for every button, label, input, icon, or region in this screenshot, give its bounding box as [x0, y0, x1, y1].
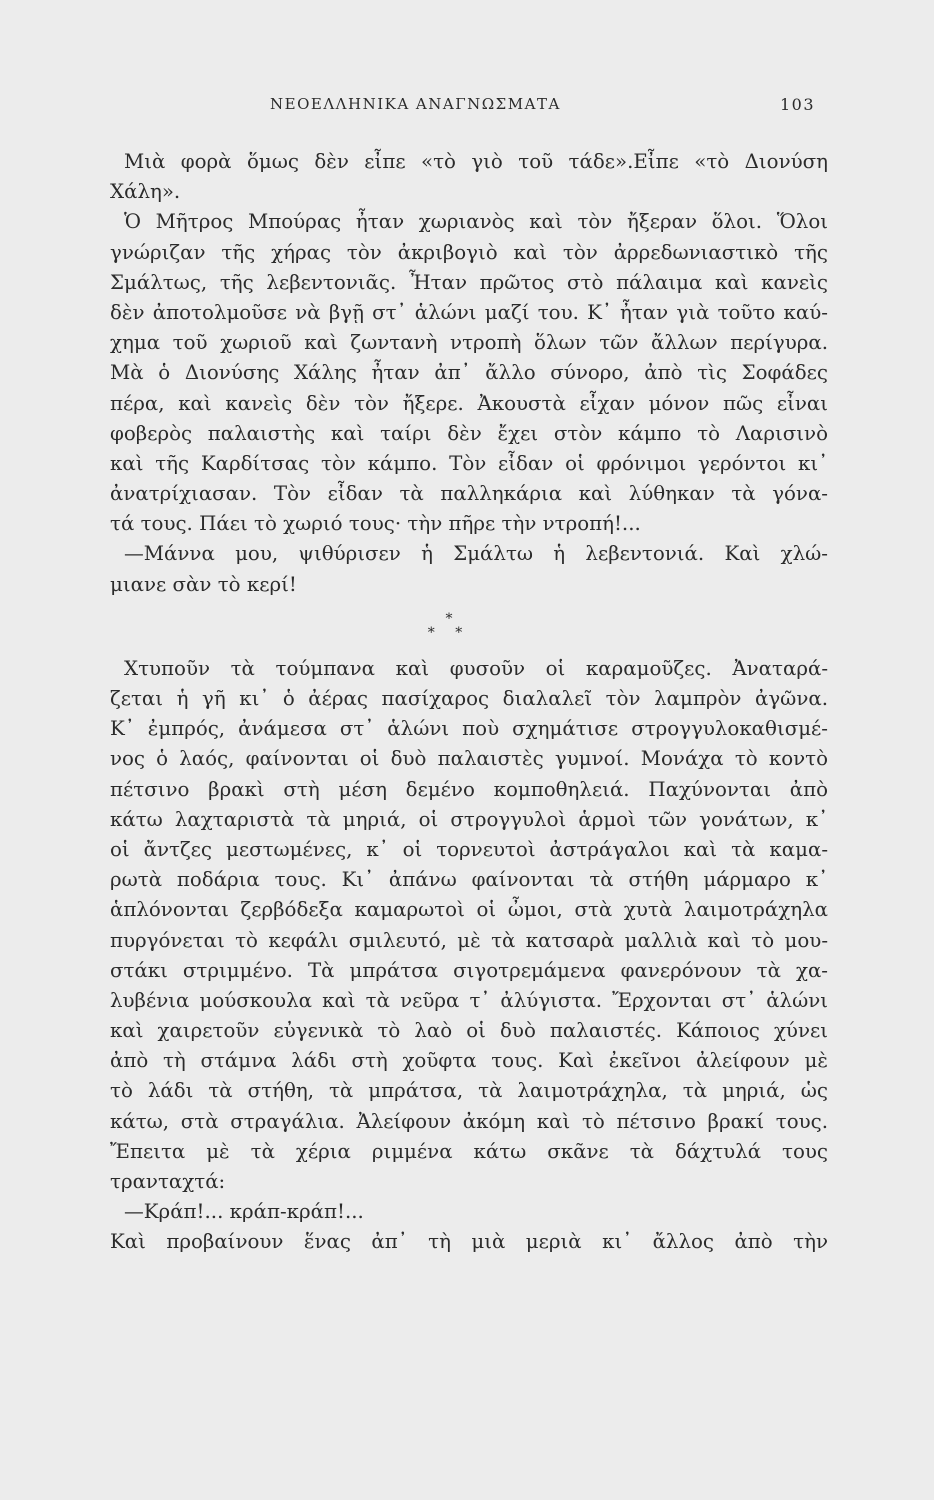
text-line: τὸ λάδι τὰ στήθη, τὰ μπράτσα, τὰ λαιμοτράχηλα, τὰ μηριά, ὡς — [110, 1079, 828, 1103]
text-line: κάτω, στὰ στραγάλια. Ἀλείφουν ἀκόμη καὶ τὸ πέτσινο βρακί τους. — [110, 1109, 828, 1133]
text-line: Χάλη». — [110, 180, 181, 204]
text-line: ζεται ἡ γῆ κι᾽ ὁ ἀέρας πασίχαρος διαλαλεῖ τὸν λαμπρὸν ἀγῶνα. — [110, 687, 828, 710]
text-line: —Κράπ!... κράπ-κράπ!... — [124, 1200, 364, 1224]
text-line: στάκι στριμμένο. Τὰ μπράτσα σιγοτρεμάμενα φανερόνουν τὰ χα- — [110, 958, 828, 982]
text-line: τά τους. Πάει τὸ χωριό τους· τὴν πῆρε τὴν ντροπή!... — [110, 512, 641, 536]
text-line: δὲν ἀποτολμοῦσε νὰ βγῇ στ᾽ ἁλώνι μαζί του. Κ᾽ ἦταν γιὰ τοῦτο καύ- — [110, 300, 828, 324]
text-line: χημα τοῦ χωριοῦ καὶ ζωντανὴ ντροπὴ ὅλων τῶν ἄλλων περίγυρα. — [110, 331, 828, 355]
page-number: 103 — [780, 95, 816, 114]
text-line: οἱ ἄντζες μεστωμένες, κ᾽ οἱ τορνευτοὶ ἀστράγαλοι καὶ τὰ καμα- — [110, 837, 828, 861]
text-line: φοβερὸς παλαιστὴς καὶ ταίρι δὲν ἔχει στὸν κάμπο τὸ Λαρισινὸ — [110, 421, 828, 445]
text-line: ἀνατρίχιασαν. Τὸν εἶδαν τὰ παλληκάρια καὶ λύθηκαν τὰ γόνα- — [110, 482, 828, 506]
running-head: ΝΕΟΕΛΛΗΝΙΚΑ ΑΝΑΓΝΩΣΜΑΤΑ — [270, 95, 561, 113]
body-text — [110, 147, 828, 1258]
text-line: πέτσινο βρακὶ στὴ μέση δεμένο κομποθηλειά. Παχύνονται ἀπὸ — [110, 777, 828, 801]
text-line: Ἔπειτα μὲ τὰ χέρια ριμμένα κάτω σκᾶνε τὰ δάχτυλά τους — [110, 1139, 828, 1163]
text-line: κάτω λαχταριστὰ τὰ μηριά, οἱ στρογγυλοὶ ἁρμοὶ τῶν γονάτων, κ᾽ — [110, 807, 828, 831]
text-line: μιανε σὰν τὸ κερί! — [110, 572, 297, 596]
page-header — [0, 95, 934, 119]
text-line: γνώριζαν τῆς χήρας τὸν ἀκριβογιὸ καὶ τὸν ἀρρεδωνιαστικὸ τῆς — [110, 240, 828, 264]
text-line: —Μάννα μου, ψιθύρισεν ἡ Σμάλτω ἡ λεβεντονιά. Καὶ χλώ- — [124, 542, 828, 566]
section-separator — [110, 600, 828, 654]
text-line: Καὶ προβαίνουν ἕνας ἀπ᾽ τὴ μιὰ μεριὰ κι᾽ ἄλλος ἀπὸ τὴν — [110, 1230, 828, 1254]
text-line: καὶ τῆς Καρδίτσας τὸν κάμπο. Τὸν εἶδαν οἱ φρόνιμοι γερόντοι κι᾽ — [110, 451, 828, 475]
text-line: Χτυποῦν τὰ τούμπανα καὶ φυσοῦν οἱ καραμοῦζες. Ἀναταρά- — [124, 656, 828, 680]
asterism-top: * — [445, 610, 453, 627]
text-line: Μὰ ὁ Διονύσης Χάλης ἦταν ἀπ᾽ ἄλλο σύνορο, ἀπὸ τὶς Σοφάδες — [110, 361, 828, 385]
text-line: Κ᾽ ἐμπρός, ἀνάμεσα στ᾽ ἁλώνι ποὺ σχημάτισε στρογγυλοκαθισμέ- — [110, 717, 828, 741]
text-line: πέρα, καὶ κανεὶς δὲν τὸν ἤξερε. Ἀκουστὰ εἶχαν μόνον πῶς εἶναι — [110, 391, 828, 415]
text-line: καὶ χαιρετοῦν εὐγενικὰ τὸ λαὸ οἱ δυὸ παλαιστές. Κάποιος χύνει — [110, 1019, 828, 1043]
text-line: τρανταχτά: — [110, 1170, 226, 1193]
text-line: ἁπλόνονται ζερβόδεξα καμαρωτοὶ οἱ ὦμοι, στὰ χυτὰ λαιμοτράχηλα — [110, 898, 828, 922]
text-line: ἀπὸ τὴ στάμνα λάδι στὴ χοῦφτα τους. Καὶ ἐκεῖνοι ἀλείφουν μὲ — [110, 1049, 828, 1073]
text-line: ρωτὰ ποδάρια τους. Κι᾽ ἀπάνω φαίνονται τὰ στήθη μάρμαρο κ᾽ — [110, 868, 828, 892]
text-line: πυργόνεται τὸ κεφάλι σμιλευτό, μὲ τὰ κατσαρὰ μαλλιὰ καὶ τὸ μου- — [110, 928, 828, 952]
text-line: λυβένια μούσκουλα καὶ τὰ νεῦρα τ᾽ ἀλύγιστα. Ἔρχονται στ᾽ ἁλώνι — [110, 988, 828, 1012]
text-line: νος ὁ λαός, φαίνονται οἱ δυὸ παλαιστὲς γυμνοί. Μονάχα τὸ κοντὸ — [110, 747, 828, 771]
asterism-bottom: * * — [427, 624, 471, 641]
text-line: Σμάλτως, τῆς λεβεντονιᾶς. Ἦταν πρῶτος στὸ πάλαιμα καὶ κανεὶς — [110, 270, 828, 294]
text-line: Μιὰ φορὰ ὅμως δὲν εἶπε «τὸ γιὸ τοῦ τάδε».Εἶπε «τὸ Διονύση — [124, 150, 828, 173]
text-line: Ὁ Μῆτρος Μπούρας ἦταν χωριανὸς καὶ τὸν ἤξεραν ὅλοι. Ὅλοι — [124, 210, 828, 234]
